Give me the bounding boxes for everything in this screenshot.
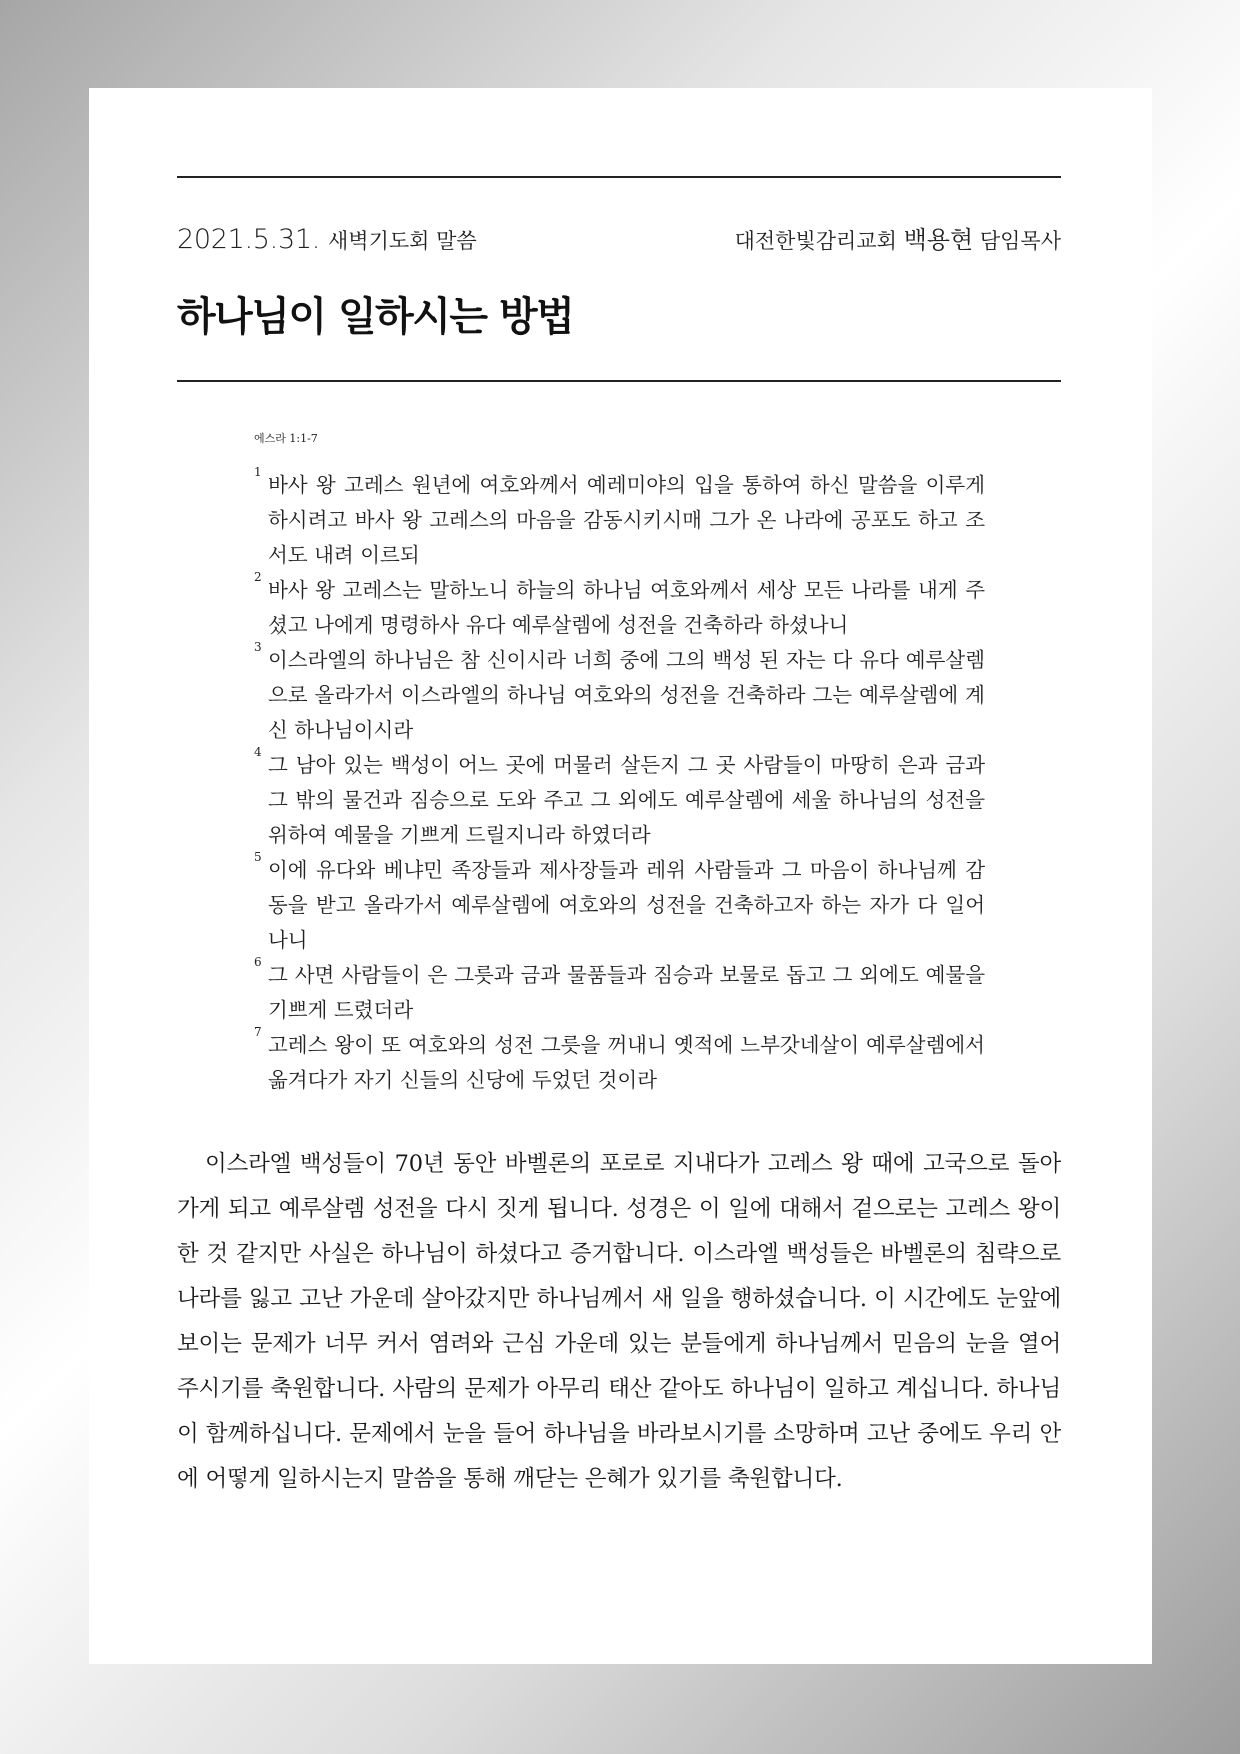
verse-number: 2 bbox=[254, 570, 262, 584]
verse bbox=[254, 745, 985, 853]
document-page bbox=[89, 88, 1152, 1664]
scripture-reference: 에스라 1:1-7 bbox=[254, 432, 318, 445]
verse bbox=[254, 1025, 985, 1098]
verse bbox=[254, 850, 985, 958]
pastor-title: 담임목사 bbox=[979, 229, 1061, 253]
verse-number: 4 bbox=[254, 745, 262, 759]
verse-text: 바사 왕 고레스 원년에 여호와께서 예레미야의 입을 통하여 하신 말씀을 이루게 하시려고 바사 왕 고레스의 마음을 감동시키시매 그가 온 나라에 공포도 하고 조서도 내려 이르되 bbox=[268, 473, 985, 567]
verse-number: 6 bbox=[254, 955, 262, 969]
verse-number: 5 bbox=[254, 850, 262, 864]
verse bbox=[254, 465, 985, 573]
verse-text: 이에 유다와 베냐민 족장들과 제사장들과 레위 사람들과 그 마음이 하나님께 감동을 받고 올라가서 예루살렘에 여호와의 성전을 건축하고자 하는 자가 다 일어나니 bbox=[268, 858, 985, 952]
sermon-header bbox=[177, 220, 1061, 255]
page-content bbox=[177, 176, 1061, 1502]
top-rule bbox=[177, 176, 1061, 178]
verse-text: 고레스 왕이 또 여호와의 성전 그릇을 꺼내니 옛적에 느부갓네살이 예루살렘에서 옮겨다가 자기 신들의 신당에 두었던 것이라 bbox=[268, 1033, 985, 1092]
verse-number: 3 bbox=[254, 640, 262, 654]
verse bbox=[254, 570, 985, 643]
sermon-date: 2021.5.31. bbox=[177, 224, 320, 255]
verse-text: 바사 왕 고레스는 말하노니 하늘의 하나님 여호와께서 세상 모든 나라를 내게 주셨고 나에게 명령하사 유다 예루살렘에 성전을 건축하라 하셨나니 bbox=[268, 578, 985, 637]
bottom-rule bbox=[177, 380, 1061, 382]
verse-text: 이스라엘의 하나님은 참 신이시라 너희 중에 그의 백성 된 자는 다 유다 예루살렘으로 올라가서 이스라엘의 하나님 여호와의 성전을 건축하라 그는 예루살렘에 계신 하나님이시라 bbox=[268, 648, 985, 742]
verse-text: 그 사면 사람들이 은 그릇과 금과 물품들과 짐승과 보물로 돕고 그 외에도 예물을 기쁘게 드렸더라 bbox=[268, 963, 985, 1022]
verse-number: 7 bbox=[254, 1025, 262, 1039]
verse bbox=[254, 955, 985, 1028]
sermon-body: 이스라엘 백성들이 70년 동안 바벨론의 포로로 지내다가 고레스 왕 때에 고국으로 돌아가게 되고 예루살렘 성전을 다시 짓게 됩니다. 성경은 이 일에 대해서 겉으로는 고레스 왕이 한 것 같지만 사실은 하나님이 하셨다고 증거합니다. 이스라엘 백성들은 바벨론의 침략으로 나라를 잃고 고난 가운데 살아갔지만 하나님께서 새 일을 행하셨습니다. 이 시간에도 눈앞에 보이는 문제가 너무 커서 염려와 근심 가운데 있는 분들에게 하나님께서 믿음의 눈을 열어 주시기를 축원합니다. 사람의 문제가 아무리 태산 같아도 하나님이 일하고 계십니다. 하나님이 함께하십니다. 문제에서 눈을 들어 하나님을 바라보시기를 소망하며 고난 중에도 우리 안에 어떻게 일하시는지 말씀을 통해 깨닫는 은혜가 있기를 축원합니다. bbox=[177, 1151, 1061, 1492]
church-name: 대전한빛감리교회 bbox=[734, 229, 897, 253]
verse-list bbox=[254, 465, 985, 1098]
pastor-name: 백용현 bbox=[903, 226, 974, 254]
verse-text: 그 남아 있는 백성이 어느 곳에 머물러 살든지 그 곳 사람들이 마땅히 은과 금과 그 밖의 물건과 짐승으로 도와 주고 그 외에도 예루살렘에 세울 하나님의 성전을 위하여 예물을 기쁘게 드릴지니라 하였더라 bbox=[268, 753, 985, 847]
sermon-date-service bbox=[177, 224, 477, 255]
verse bbox=[254, 640, 985, 748]
service-name: 새벽기도회 말씀 bbox=[328, 229, 477, 253]
verse-number: 1 bbox=[254, 465, 262, 479]
sermon-title: 하나님이 일하시는 방법 bbox=[177, 294, 574, 340]
preacher-info bbox=[735, 220, 1061, 255]
scripture-passage bbox=[254, 430, 985, 1098]
